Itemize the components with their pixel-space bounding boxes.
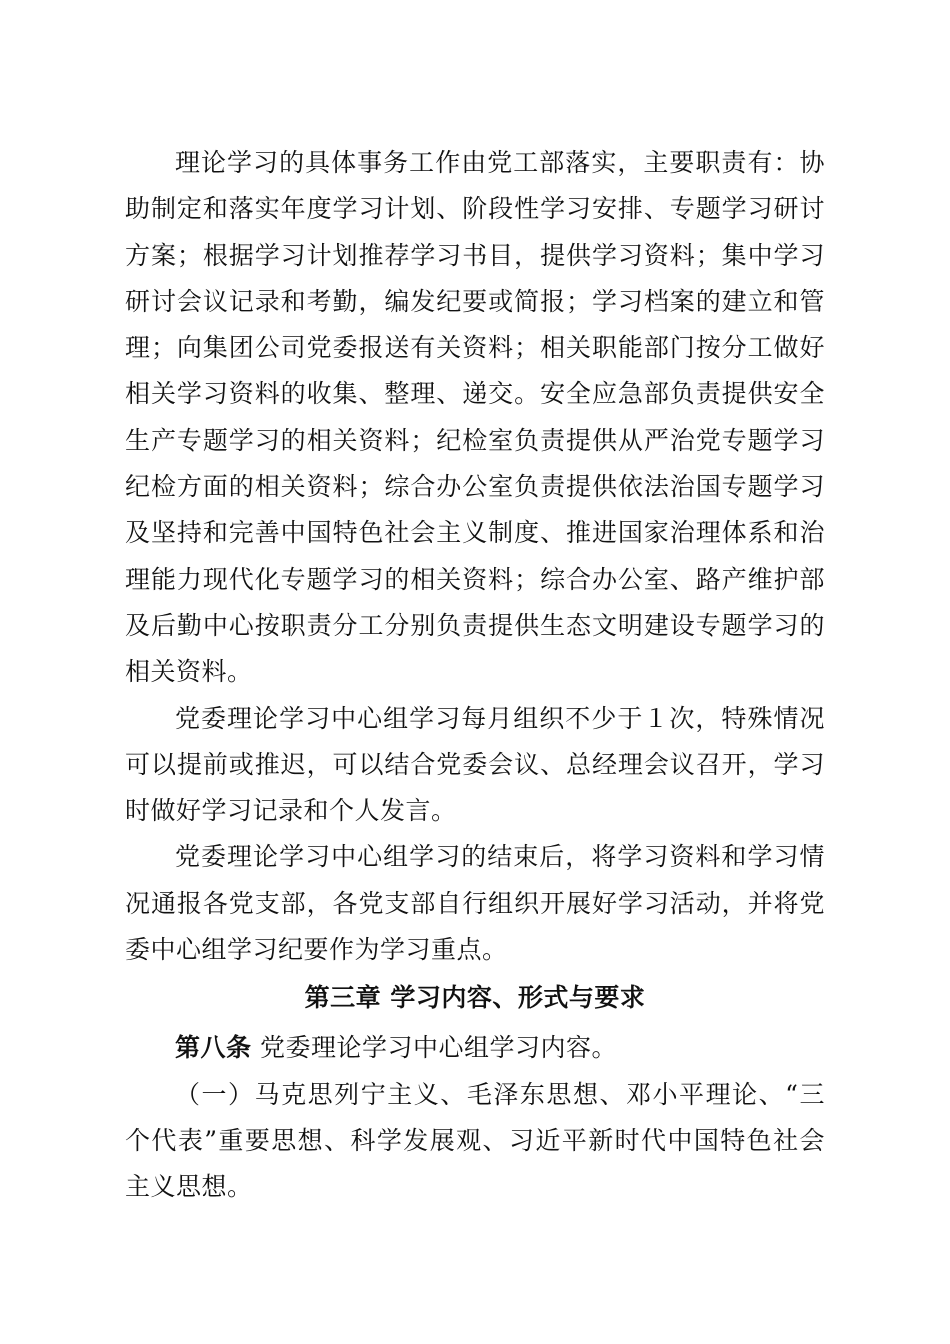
- document-body: [125, 140, 825, 1211]
- paragraph-followup: 党委理论学习中心组学习的结束后，将学习资料和学习情况通报各党支部，各党支部自行组织开展好学习活动，并将党委中心组学习纪要作为学习重点。: [125, 842, 825, 965]
- article-eight: [125, 1025, 825, 1071]
- paragraph-frequency: 党委理论学习中心组学习每月组织不少于１次，特殊情况可以提前或推迟，可以结合党委会议、总经理会议召开，学习时做好学习记录和个人发言。: [125, 703, 825, 826]
- chapter-title: 第三章 学习内容、形式与要求: [304, 983, 646, 1013]
- list-item-1: （一）马克思列宁主义、毛泽东思想、邓小平理论、“三个代表”重要思想、科学发展观、习近平新时代中国特色社会主义思想。: [125, 1079, 825, 1202]
- article-label: 第八条: [175, 1033, 252, 1063]
- paragraph-duties: 理论学习的具体事务工作由党工部落实，主要职责有：协助制定和落实年度学习计划、阶段性学习安排、专题学习研讨方案；根据学习计划推荐学习书目，提供学习资料；集中学习研讨会议记录和考勤，编发纪要或简报；学习档案的建立和管理；向集团公司党委报送有关资料；相关职能部门按分工做好相关学习资料的收集、整理、递交。安全应急部负责提供安全生产专题学习的相关资料；纪检室负责提供从严治党专题学习纪检方面的相关资料；综合办公室负责提供依法治国专题学习及坚持和完善中国特色社会主义制度、推进国家治理体系和治理能力现代化专题学习的相关资料；综合办公室、路产维护部及后勤中心按职责分工分别负责提供生态文明建设专题学习的相关资料。: [125, 148, 825, 687]
- article-text: 党委理论学习中心组学习内容。: [251, 1033, 617, 1063]
